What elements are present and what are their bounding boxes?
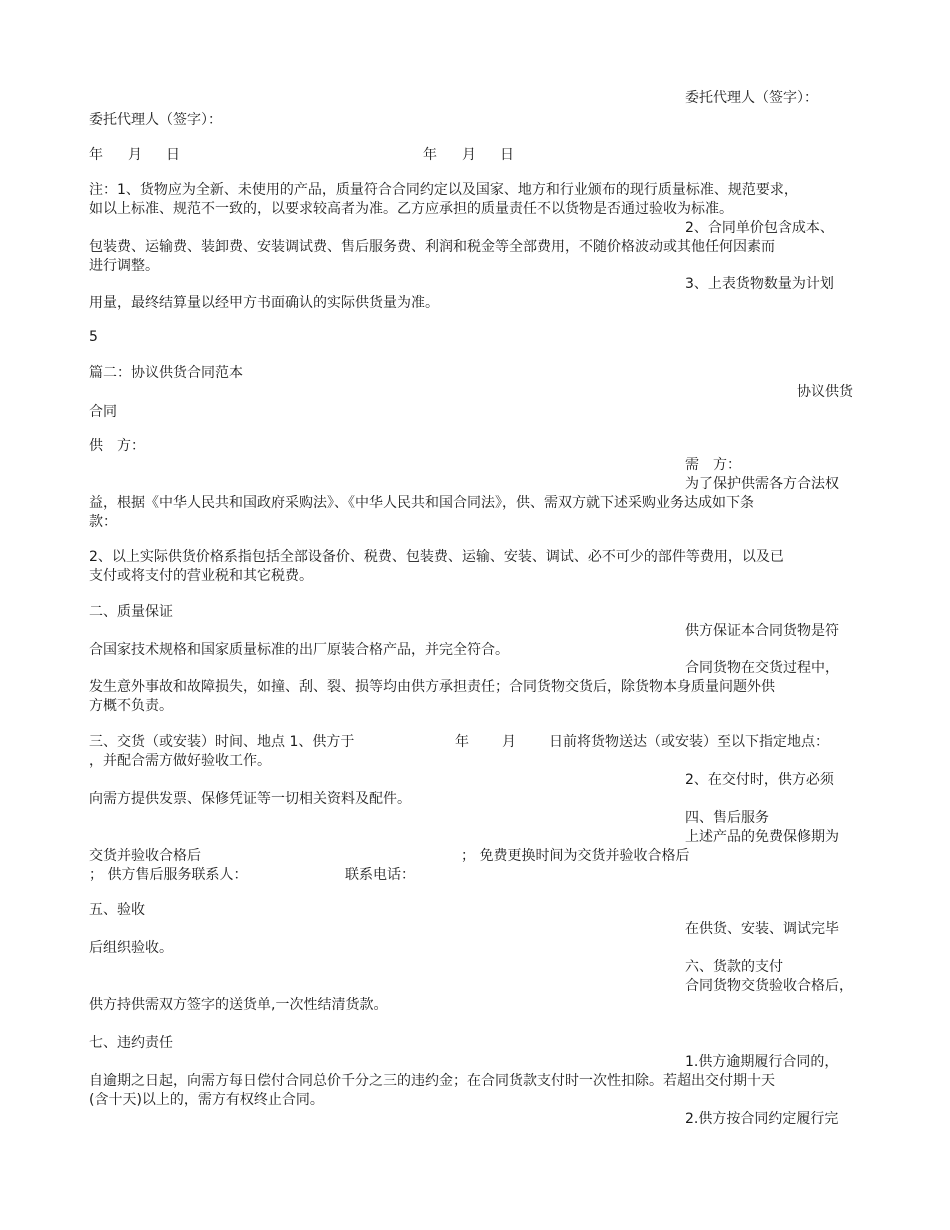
clause-line: (含十天)以上的，需方有权终止合同。 <box>89 1092 324 1108</box>
buyer-label: 需 方： <box>685 457 741 473</box>
clause-line: 供方保证本合同货物是符 <box>685 623 839 639</box>
clause-line: 发生意外事故和故障损失，如撞、刮、裂、损等均由供方承担责任；合同货物交货后，除货物本身质量问题外供 <box>89 679 775 695</box>
delivery-clause-end: 日前将货物送达（或安装）至以下指定地点： <box>549 734 829 750</box>
clause-line: 向需方提供发票、保修凭证等一切相关资料及配件。 <box>89 791 411 807</box>
date-month-right: 月 <box>462 147 476 163</box>
intro-line: 款： <box>89 514 117 530</box>
note-line: 用量，最终结算量以经甲方书面确认的实际供货量为准。 <box>89 295 439 311</box>
signature-label-right: 委托代理人（签字）： <box>685 90 818 106</box>
date-day-left: 日 <box>166 147 180 163</box>
part-heading: 篇二：协议供货合同范本 <box>89 365 243 381</box>
clause-line: ； 供方售后服务联系人： <box>89 867 248 883</box>
clause-line: 方概不负责。 <box>89 698 173 714</box>
price-clause-line: 2、以上实际供货价格系指包括全部设备价、税费、包装费、运输、安装、调试、必不可少的部件等费用，以及已 <box>89 549 784 565</box>
price-clause-line: 支付或将支付的营业税和其它税费。 <box>89 568 313 584</box>
clause-line: 后组织验收。 <box>89 940 173 956</box>
signature-label-left: 委托代理人（签字）： <box>89 112 222 128</box>
clause-line: 2.供方按合同约定履行完 <box>685 1111 839 1127</box>
note-line: 进行调整。 <box>89 258 159 274</box>
date-year-right: 年 <box>423 147 437 163</box>
clause-line: ，并配合需方做好验收工作。 <box>89 753 271 769</box>
date-month-left: 月 <box>128 147 142 163</box>
note-line: 包装费、运输费、装卸费、安装调试费、售后服务费、利润和税金等全部费用，不随价格波动或其他任何因素而 <box>89 239 775 255</box>
delivery-clause-start: 三、交货（或安装）时间、地点 1、供方于 <box>89 734 355 750</box>
clause-line: 自逾期之日起，向需方每日偿付合同总价千分之三的违约金；在合同货款支付时一次性扣除。若超出交付期十天 <box>89 1073 775 1089</box>
clause-line: 供方持供需双方签字的送货单,一次性结清货款。 <box>89 997 388 1013</box>
clause-line: 上述产品的免费保修期为 <box>685 829 839 845</box>
delivery-year: 年 <box>455 734 469 750</box>
clause-line: 联系电话： <box>345 867 415 883</box>
clause-line: 合国家技术规格和国家质量标准的出厂原装合格产品，并完全符合。 <box>89 642 509 658</box>
clause-line: 合同货物交货验收合格后， <box>685 978 853 994</box>
page-number: 5 <box>89 329 98 345</box>
clause-line: 在供货、安装、调试完毕 <box>685 921 839 937</box>
clause-line: 1.供方逾期履行合同的， <box>685 1054 839 1070</box>
contract-title-part1: 协议供货 <box>797 384 853 400</box>
section-heading: 七、违约责任 <box>89 1035 173 1051</box>
note-line: 如以上标准、规范不一致的，以要求较高者为准。乙方应承担的质量责任不以货物是否通过验收为标准。 <box>89 201 733 217</box>
note-line: 3、上表货物数量为计划 <box>685 276 834 292</box>
clause-line: ； 免费更换时间为交货并验收合格后 <box>461 848 690 864</box>
section-heading: 五、验收 <box>89 902 145 918</box>
intro-line: 益，根据《中华人民共和国政府采购法》、《中华人民共和国合同法》，供、需双方就下述采购业务达成如下条 <box>89 495 754 511</box>
supplier-label: 供 方： <box>89 438 145 454</box>
clause-line: 交货并验收合格后 <box>89 848 201 864</box>
section-heading: 六、货款的支付 <box>685 959 783 975</box>
clause-line: 合同货物在交货过程中， <box>685 660 839 676</box>
intro-line: 为了保护供需各方合法权 <box>685 476 839 492</box>
clause-line: 2、在交付时，供方必须 <box>685 772 834 788</box>
note-line: 注：1、货物应为全新、未使用的产品，质量符合合同约定以及国家、地方和行业颁布的现行质量标准、规范要求， <box>89 182 798 198</box>
section-heading: 二、质量保证 <box>89 604 173 620</box>
delivery-month: 月 <box>502 734 516 750</box>
date-day-right: 日 <box>500 147 514 163</box>
contract-title-part2: 合同 <box>89 404 117 420</box>
note-line: 2、合同单价包含成本、 <box>685 220 834 236</box>
section-heading: 四、售后服务 <box>685 810 769 826</box>
date-year-left: 年 <box>89 147 103 163</box>
